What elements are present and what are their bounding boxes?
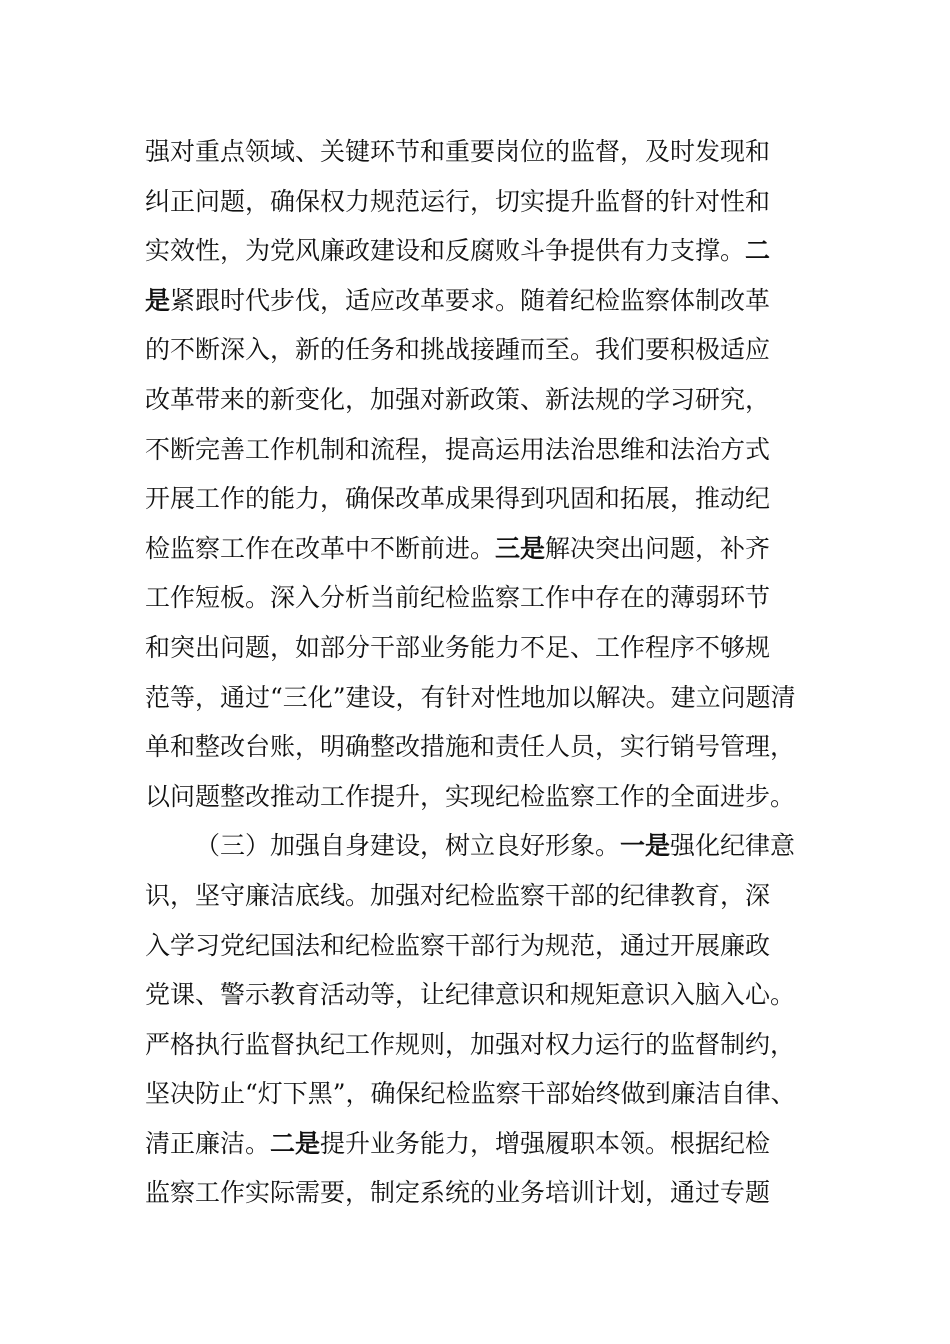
emphasis-ordinal: 一是 xyxy=(620,831,671,861)
section-heading-line: （三）加强自身建设，树立良好形象。一是强化纪律意 xyxy=(195,831,796,861)
text-line: 检监察工作在改革中不断前进。三是解决突出问题，补齐 xyxy=(145,533,771,563)
text-line: 党课、警示教育活动等，让纪律意识和规矩意识入脑入心。 xyxy=(145,980,796,1010)
text-line: 改革带来的新变化，加强对新政策、新法规的学习研究， xyxy=(145,384,771,414)
text-line: 范等，通过“三化”建设，有针对性地加以解决。建立问题清 xyxy=(145,682,796,712)
emphasis-ordinal: 是 xyxy=(145,285,171,315)
text-line: 坚决防止“灯下黑”，确保纪检监察干部始终做到廉洁自律、 xyxy=(145,1079,796,1109)
text-line: 实效性，为党风廉政建设和反腐败斗争提供有力支撑。二 xyxy=(145,236,771,266)
text-line: 入学习党纪国法和纪检监察干部行为规范，通过开展廉政 xyxy=(145,930,771,960)
text-line: 工作短板。深入分析当前纪检监察工作中存在的薄弱环节 xyxy=(145,583,771,613)
emphasis-ordinal: 二 xyxy=(745,236,771,266)
text-line: 的不断深入，新的任务和挑战接踵而至。我们要积极适应 xyxy=(145,335,771,365)
text-line: 开展工作的能力，确保改革成果得到巩固和拓展，推动纪 xyxy=(145,484,771,514)
text-line: 单和整改台账，明确整改措施和责任人员，实行销号管理， xyxy=(145,732,796,762)
text-line: 和突出问题，如部分干部业务能力不足、工作程序不够规 xyxy=(145,632,771,662)
text-line: 清正廉洁。二是提升业务能力，增强履职本领。根据纪检 xyxy=(145,1128,771,1158)
text-line: 是紧跟时代步伐，适应改革要求。随着纪检监察体制改革 xyxy=(145,285,771,315)
text-line: 监察工作实际需要，制定系统的业务培训计划，通过专题 xyxy=(145,1178,771,1208)
text-line: 纠正问题，确保权力规范运行，切实提升监督的针对性和 xyxy=(145,186,771,216)
body-text xyxy=(145,127,805,1218)
text-line: 以问题整改推动工作提升，实现纪检监察工作的全面进步。 xyxy=(145,781,796,811)
section-heading: （三）加强自身建设，树立良好形象。 xyxy=(195,831,621,861)
emphasis-ordinal: 三是 xyxy=(495,533,546,563)
emphasis-ordinal: 二是 xyxy=(270,1128,321,1158)
text-line: 强对重点领域、关键环节和重要岗位的监督，及时发现和 xyxy=(145,137,771,166)
text-line: 严格执行监督执纪工作规则，加强对权力运行的监督制约， xyxy=(145,1029,796,1059)
text-line: 识，坚守廉洁底线。加强对纪检监察干部的纪律教育，深 xyxy=(145,880,771,910)
text-line: 不断完善工作机制和流程，提高运用法治思维和法治方式 xyxy=(145,434,771,464)
